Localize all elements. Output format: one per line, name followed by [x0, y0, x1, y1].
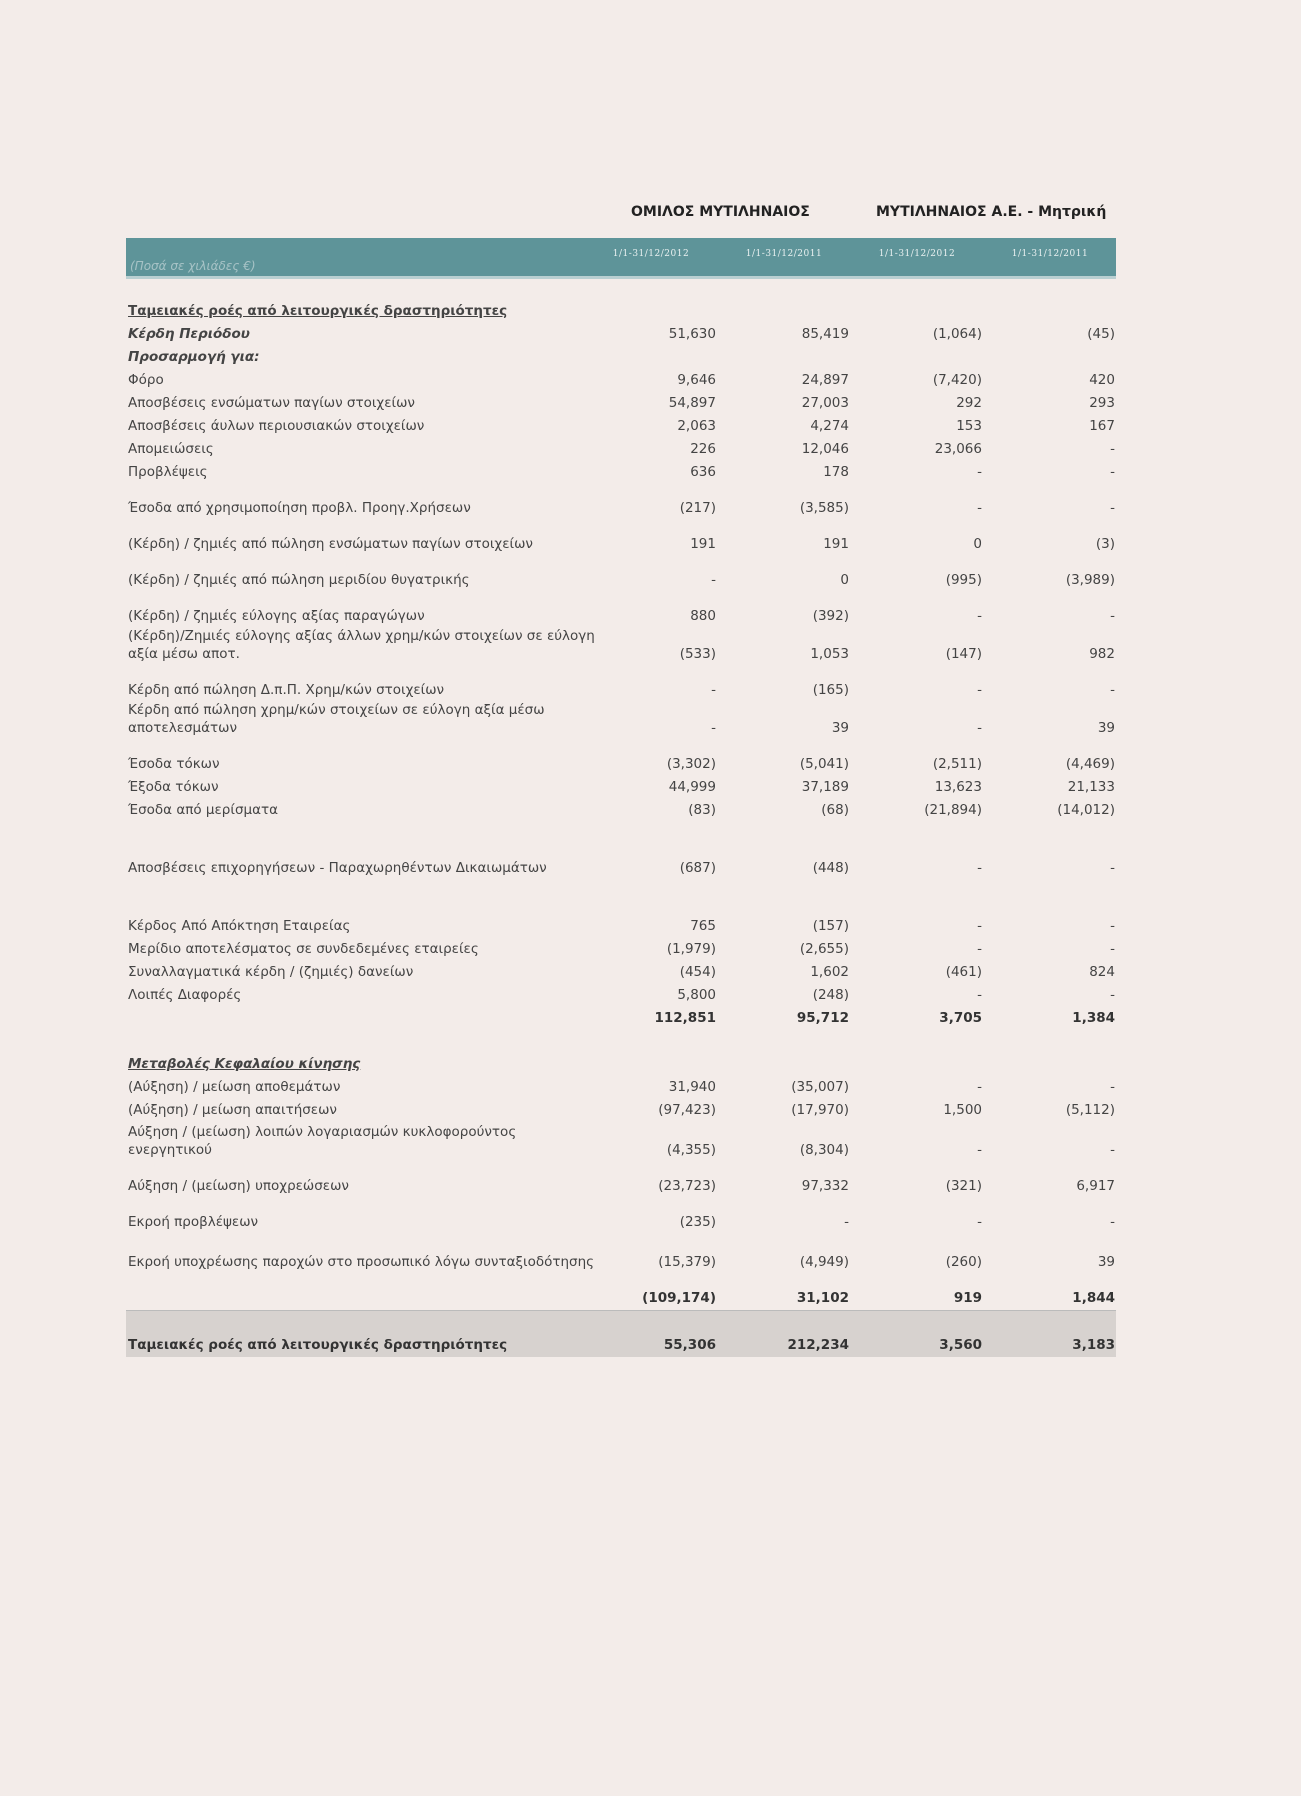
value-cell: -	[711, 720, 716, 736]
value-cell: (17,970)	[791, 1102, 849, 1118]
row-label: Συναλλαγματικά κέρδη / (ζημιές) δανείων	[128, 964, 414, 980]
row-label: Εκροή προβλέψεων	[128, 1214, 259, 1230]
table-row	[126, 1099, 1116, 1122]
value-cell: 3,183	[1072, 1337, 1115, 1353]
value-cell: (2,511)	[932, 756, 982, 772]
table-row	[126, 799, 1116, 822]
value-cell: (1,064)	[932, 326, 982, 342]
table-row	[126, 438, 1116, 461]
row-label: Αύξηση / (μείωση) υποχρεώσεων	[128, 1178, 349, 1194]
row-label: Έσοδα από χρησιμοποίηση προβλ. Προηγ.Χρήσεων	[128, 500, 471, 516]
value-cell: (321)	[945, 1178, 982, 1194]
value-cell: -	[1110, 464, 1115, 480]
table-row	[126, 461, 1116, 484]
table-row	[126, 1122, 1116, 1162]
value-cell: (392)	[812, 608, 849, 624]
value-cell: -	[1110, 918, 1115, 934]
value-cell: -	[977, 682, 982, 698]
value-cell: -	[977, 1079, 982, 1095]
table-row	[126, 938, 1116, 961]
value-cell: 12,046	[801, 441, 849, 457]
value-cell: 178	[823, 464, 849, 480]
value-cell: (248)	[812, 987, 849, 1003]
value-cell: 13,623	[934, 779, 982, 795]
value-cell: 1,844	[1072, 1290, 1115, 1306]
value-cell: 1,384	[1072, 1010, 1115, 1026]
value-cell: (157)	[812, 918, 849, 934]
value-cell: 44,999	[668, 779, 716, 795]
value-cell: 54,897	[668, 395, 716, 411]
value-cell: (147)	[945, 646, 982, 662]
row-label: (Κέρδη) / ζημιές εύλογης αξίας παραγώγων	[128, 608, 425, 624]
value-cell: (995)	[945, 572, 982, 588]
entity-header	[126, 196, 1116, 238]
row-label: (Αύξηση) / μείωση αποθεμάτων	[128, 1079, 341, 1095]
value-cell: 37,189	[801, 779, 849, 795]
value-cell: 39	[831, 720, 849, 736]
value-cell: (15,379)	[658, 1254, 716, 1270]
value-cell: (454)	[679, 964, 716, 980]
value-cell: 51,630	[668, 326, 716, 342]
table-row	[126, 961, 1116, 984]
table-row	[126, 1030, 1116, 1076]
value-cell: (7,420)	[932, 372, 982, 388]
row-label: Αποσβέσεις άυλων περιουσιακών στοιχείων	[128, 418, 425, 434]
value-cell: -	[1110, 682, 1115, 698]
row-label: Έσοδα από μερίσματα	[128, 802, 279, 818]
value-cell: 824	[1089, 964, 1115, 980]
value-cell: -	[1110, 941, 1115, 957]
value-cell: -	[977, 720, 982, 736]
value-cell: 153	[956, 418, 982, 434]
row-label: Αποσβέσεις επιχορηγήσεων - Παραχωρηθέντων Δικαιωμάτων	[128, 860, 547, 876]
value-cell: -	[977, 987, 982, 1003]
value-cell: (260)	[945, 1254, 982, 1270]
value-cell: 1,602	[810, 964, 849, 980]
table-row	[126, 776, 1116, 799]
value-cell: (235)	[679, 1214, 716, 1230]
value-cell: -	[1110, 1214, 1115, 1230]
value-cell: -	[844, 1214, 849, 1230]
value-cell: (165)	[812, 682, 849, 698]
table-row	[126, 1198, 1116, 1234]
value-cell: 97,332	[801, 1178, 849, 1194]
value-cell: 3,705	[939, 1010, 982, 1026]
table-row	[126, 1234, 1116, 1274]
value-cell: 55,306	[663, 1337, 716, 1353]
value-cell: (4,469)	[1065, 756, 1115, 772]
table-row	[126, 984, 1116, 1007]
table-row	[126, 1076, 1116, 1099]
value-cell: 420	[1089, 372, 1115, 388]
table-row	[126, 1162, 1116, 1198]
row-label: Προβλέψεις	[128, 464, 208, 480]
table-row	[126, 740, 1116, 776]
row-label: Απομειώσεις	[128, 441, 214, 457]
value-cell: (217)	[679, 500, 716, 516]
value-cell: 4,274	[810, 418, 849, 434]
value-cell: 212,234	[787, 1337, 849, 1353]
period-header-band	[126, 238, 1116, 279]
value-cell: -	[977, 500, 982, 516]
group-entity-title: ΟΜΙΛΟΣ ΜΥΤΙΛΗΝΑΙΟΣ	[631, 204, 810, 220]
period-header: 1/1-31/12/2011	[1011, 249, 1089, 259]
value-cell: 31,102	[796, 1290, 849, 1306]
value-cell: -	[1110, 1142, 1115, 1158]
value-cell: 0	[973, 536, 982, 552]
value-cell: (461)	[945, 964, 982, 980]
table-row	[126, 369, 1116, 392]
value-cell: -	[977, 608, 982, 624]
value-cell: 5,800	[677, 987, 716, 1003]
parent-entity-title: ΜΥΤΙΛΗΝΑΙΟΣ Α.Ε. - Μητρική	[876, 204, 1107, 220]
section-heading: Μεταβολές Κεφαλαίου κίνησης	[128, 1056, 361, 1072]
period-header: 1/1-31/12/2012	[878, 249, 956, 259]
value-cell: (83)	[688, 802, 716, 818]
value-cell: -	[977, 1142, 982, 1158]
value-cell: (8,304)	[799, 1142, 849, 1158]
value-cell: 9,646	[677, 372, 716, 388]
value-cell: (533)	[679, 646, 716, 662]
row-label: Ταμειακές ροές από λειτουργικές δραστηριότητες	[128, 1337, 508, 1353]
value-cell: -	[1110, 441, 1115, 457]
value-cell: -	[711, 682, 716, 698]
row-label: Έσοδα τόκων	[128, 756, 220, 772]
value-cell: 765	[690, 918, 716, 934]
value-cell: 191	[823, 536, 849, 552]
table-row	[126, 822, 1116, 880]
value-cell: 6,917	[1076, 1178, 1115, 1194]
table-row	[126, 346, 1116, 369]
value-cell: -	[711, 572, 716, 588]
table-row	[126, 880, 1116, 938]
table-row	[126, 279, 1116, 323]
value-cell: 982	[1089, 646, 1115, 662]
value-cell: (448)	[812, 860, 849, 876]
value-cell: (21,894)	[924, 802, 982, 818]
value-cell: 880	[690, 608, 716, 624]
value-cell: (35,007)	[791, 1079, 849, 1095]
subtotal-row	[126, 1007, 1116, 1030]
value-cell: 23,066	[934, 441, 982, 457]
value-cell: (3,302)	[666, 756, 716, 772]
table-row	[126, 520, 1116, 556]
table-row	[126, 592, 1116, 628]
row-label: Κέρδη από πώληση χρημ/κών στοιχείων σε εύλογη αξία μέσω αποτελεσμάτων	[128, 702, 545, 736]
table-row	[126, 392, 1116, 415]
value-cell: -	[1110, 1079, 1115, 1095]
value-cell: 919	[953, 1290, 982, 1306]
table-row	[126, 556, 1116, 592]
value-cell: 292	[956, 395, 982, 411]
value-cell: (2,655)	[799, 941, 849, 957]
row-label: Αύξηση / (μείωση) λοιπών λογαριασμών κυκλοφορούντος ενεργητικού	[128, 1124, 517, 1158]
value-cell: -	[1110, 860, 1115, 876]
value-cell: -	[977, 1214, 982, 1230]
value-cell: (3,585)	[799, 500, 849, 516]
value-cell: 3,560	[939, 1337, 982, 1353]
row-label: Προσαρμογή για:	[128, 349, 260, 365]
value-cell: -	[977, 941, 982, 957]
table-row	[126, 415, 1116, 438]
period-header: 1/1-31/12/2012	[612, 249, 690, 259]
value-cell: 24,897	[801, 372, 849, 388]
row-label: Κέρδη από πώληση Δ.π.Π. Χρημ/κών στοιχείων	[128, 682, 445, 698]
value-cell: (5,041)	[799, 756, 849, 772]
value-cell: -	[977, 860, 982, 876]
value-cell: 21,133	[1067, 779, 1115, 795]
value-cell: 112,851	[654, 1010, 716, 1026]
value-cell: (97,423)	[658, 1102, 716, 1118]
value-cell: 167	[1089, 418, 1115, 434]
value-cell: 191	[690, 536, 716, 552]
value-cell: -	[1110, 608, 1115, 624]
row-label: Λοιπές Διαφορές	[128, 987, 242, 1003]
value-cell: (23,723)	[658, 1178, 716, 1194]
value-cell: (14,012)	[1057, 802, 1115, 818]
row-label: Εκροή υποχρέωσης παροχών στο προσωπικό λόγω συνταξιοδότησης	[128, 1254, 595, 1270]
value-cell: (5,112)	[1065, 1102, 1115, 1118]
value-cell: 95,712	[796, 1010, 849, 1026]
value-cell: 85,419	[801, 326, 849, 342]
cash-flow-statement	[126, 196, 1116, 1357]
value-cell: (3)	[1095, 536, 1115, 552]
row-label: Μερίδιο αποτελέσματος σε συνδεδεμένες εταιρείες	[128, 941, 479, 957]
value-cell: 27,003	[801, 395, 849, 411]
value-cell: (109,174)	[642, 1290, 716, 1306]
period-header: 1/1-31/12/2011	[745, 249, 823, 259]
value-cell: 2,063	[677, 418, 716, 434]
row-label: (Κέρδη)/Ζημιές εύλογης αξίας άλλων χρημ/κών στοιχείων σε εύλογη αξία μέσω αποτ.	[128, 628, 595, 662]
grand-total-row	[126, 1310, 1116, 1357]
table-row	[126, 702, 1116, 740]
value-cell: -	[977, 464, 982, 480]
value-cell: (3,989)	[1065, 572, 1115, 588]
value-cell: 1,500	[943, 1102, 982, 1118]
row-label: Φόρο	[128, 372, 164, 388]
value-cell: (68)	[821, 802, 849, 818]
value-cell: (687)	[679, 860, 716, 876]
value-cell: 226	[690, 441, 716, 457]
row-label: Κέρδη Περιόδου	[128, 326, 250, 342]
row-label: Έξοδα τόκων	[128, 779, 219, 795]
section-heading: Ταμειακές ροές από λειτουργικές δραστηριότητες	[128, 303, 508, 319]
table-row	[126, 628, 1116, 666]
row-label: (Κέρδη) / ζημιές από πώληση ενσώματων παγίων στοιχείων	[128, 536, 533, 552]
value-cell: 39	[1097, 720, 1115, 736]
value-cell: 0	[840, 572, 849, 588]
units-label: (Ποσά σε χιλιάδες €)	[130, 259, 256, 273]
value-cell: 293	[1089, 395, 1115, 411]
value-cell: 636	[690, 464, 716, 480]
row-label: Κέρδος Από Απόκτηση Εταιρείας	[128, 918, 351, 934]
value-cell: -	[977, 918, 982, 934]
statement-rows	[126, 279, 1116, 1357]
value-cell: (45)	[1087, 326, 1115, 342]
table-row	[126, 484, 1116, 520]
value-cell: -	[1110, 500, 1115, 516]
value-cell: 39	[1097, 1254, 1115, 1270]
value-cell: 31,940	[668, 1079, 716, 1095]
value-cell: (4,949)	[799, 1254, 849, 1270]
row-label: (Κέρδη) / ζημιές από πώληση μεριδίου θυγατρικής	[128, 572, 470, 588]
value-cell: 1,053	[810, 646, 849, 662]
row-label: (Αύξηση) / μείωση απαιτήσεων	[128, 1102, 337, 1118]
value-cell: (1,979)	[666, 941, 716, 957]
row-label: Αποσβέσεις ενσώματων παγίων στοιχείων	[128, 395, 415, 411]
subtotal-row	[126, 1274, 1116, 1310]
table-row	[126, 323, 1116, 346]
table-row	[126, 666, 1116, 702]
value-cell: -	[1110, 987, 1115, 1003]
value-cell: (4,355)	[666, 1142, 716, 1158]
